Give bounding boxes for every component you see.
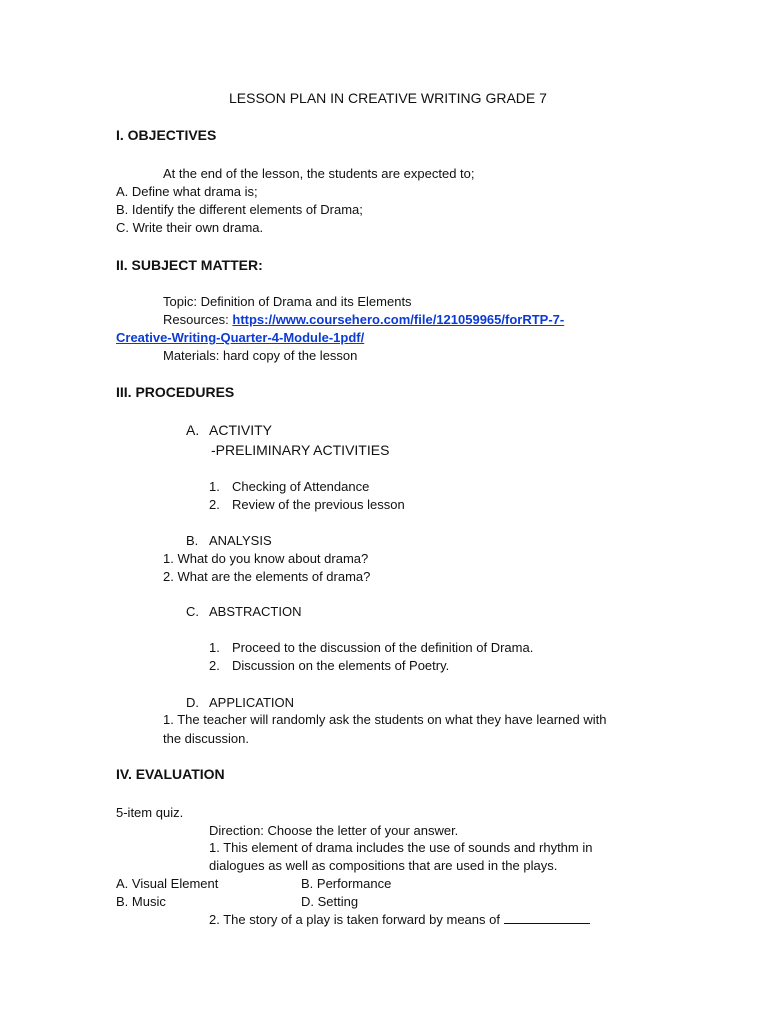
- subject-matter-heading: II. SUBJECT MATTER:: [116, 257, 263, 273]
- choice: B. Music: [116, 894, 166, 909]
- activity-item-number: 1.: [209, 479, 220, 494]
- activity-label: ACTIVITY: [209, 422, 273, 438]
- question-2-text: 2. The story of a play is taken forward by means of: [209, 912, 500, 927]
- choice: D. Setting: [301, 894, 359, 909]
- document-title: LESSON PLAN IN CREATIVE WRITING GRADE 7: [229, 90, 547, 106]
- topic-line: Topic: Definition of Drama and its Elements: [163, 294, 412, 309]
- application-item: 1. The teacher will randomly ask the students on what they have learned with: [163, 712, 607, 727]
- evaluation-heading: IV. EVALUATION: [116, 766, 225, 782]
- resources-line: [163, 311, 564, 328]
- activity-marker: A.: [186, 422, 200, 438]
- objective-item: A. Define what drama is;: [116, 184, 258, 199]
- application-marker: D.: [186, 695, 199, 710]
- question-2: [209, 911, 590, 928]
- question-1-continued: dialogues as well as compositions that are used in the plays.: [209, 858, 558, 873]
- analysis-item: 2. What are the elements of drama?: [163, 569, 371, 584]
- abstraction-item: Proceed to the discussion of the definition of Drama.: [232, 640, 534, 655]
- abstraction-item: Discussion on the elements of Poetry.: [232, 658, 450, 673]
- procedures-heading: III. PROCEDURES: [116, 384, 235, 400]
- resources-link[interactable]: https://www.coursehero.com/file/121059965/forRTP-7-: [232, 312, 565, 327]
- choice: A. Visual Element: [116, 876, 219, 891]
- objective-item: B. Identify the different elements of Drama;: [116, 202, 363, 217]
- resources-line-continued: [116, 329, 364, 346]
- abstraction-marker: C.: [186, 604, 199, 619]
- choice: B. Performance: [301, 876, 392, 891]
- analysis-marker: B.: [186, 533, 199, 548]
- abstraction-label: ABSTRACTION: [209, 604, 302, 619]
- activity-item: Review of the previous lesson: [232, 497, 405, 512]
- objectives-heading: I. OBJECTIVES: [116, 127, 217, 143]
- analysis-item: 1. What do you know about drama?: [163, 551, 369, 566]
- resources-label: Resources:: [163, 312, 233, 327]
- quiz-label: 5-item quiz.: [116, 805, 184, 820]
- objectives-intro: At the end of the lesson, the students are expected to;: [163, 166, 475, 181]
- activity-item: Checking of Attendance: [232, 479, 370, 494]
- quiz-direction: Direction: Choose the letter of your answer.: [209, 823, 459, 838]
- resources-link-continued[interactable]: Creative-Writing-Quarter-4-Module-1pdf/: [116, 330, 365, 345]
- application-label: APPLICATION: [209, 695, 295, 710]
- activity-sub: -PRELIMINARY ACTIVITIES: [211, 442, 390, 458]
- abstraction-item-number: 1.: [209, 640, 220, 655]
- abstraction-item-number: 2.: [209, 658, 220, 673]
- materials-line: Materials: hard copy of the lesson: [163, 348, 358, 363]
- analysis-label: ANALYSIS: [209, 533, 272, 548]
- activity-item-number: 2.: [209, 497, 220, 512]
- application-item-continued: the discussion.: [163, 731, 249, 746]
- answer-blank: [504, 911, 590, 924]
- objective-item: C. Write their own drama.: [116, 220, 264, 235]
- question-1: 1. This element of drama includes the use of sounds and rhythm in: [209, 840, 593, 855]
